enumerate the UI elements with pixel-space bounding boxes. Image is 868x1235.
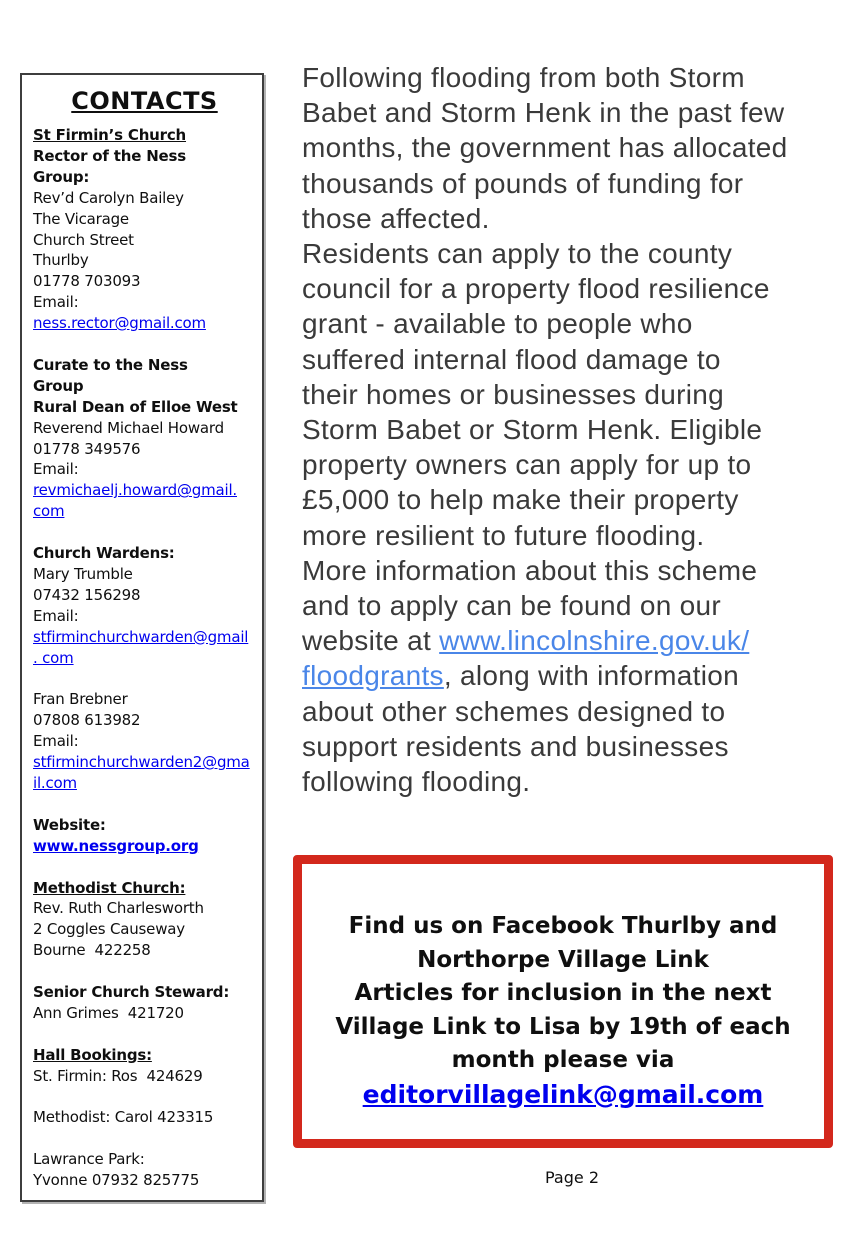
facebook-info-box — [293, 855, 833, 1148]
article-line: and to apply can be found on our — [302, 590, 722, 622]
article-line: those affected. — [302, 202, 490, 234]
contact-line: Group: — [33, 167, 90, 186]
contact-block — [33, 1045, 256, 1087]
floodgrants-link[interactable]: floodgrants — [302, 660, 444, 692]
contact-line — [33, 773, 256, 794]
contact-line: Email: — [33, 293, 79, 312]
contact-line: 01778 703093 — [33, 272, 141, 291]
article-line: thousands of pounds of funding for — [302, 167, 744, 199]
page-number: Page 2 — [545, 1168, 599, 1187]
contact-line: Reverend Michael Howard — [33, 418, 224, 437]
contact-block — [33, 1107, 256, 1128]
contact-line: Church Street — [33, 230, 134, 249]
contact-line — [33, 480, 256, 501]
contact-line: St. Firmin: Ros 424629 — [33, 1066, 203, 1085]
editor-email-link[interactable]: editorvillagelink@gmail.com — [362, 1079, 764, 1109]
article-line: suffered internal flood damage to — [302, 343, 721, 375]
article-line: property owners can apply for up to — [302, 449, 752, 481]
article-line: More information about this scheme — [302, 554, 758, 586]
contact-email-link[interactable]: stfirminchurchwarden@gmail — [33, 627, 249, 646]
contact-email-link[interactable]: il.com — [33, 774, 77, 793]
facebook-box-line: Northorpe Village Link — [417, 946, 709, 973]
article-line: council for a property flood resilience — [302, 273, 770, 305]
contact-email-link[interactable]: . com — [33, 648, 74, 667]
contact-line: 01778 349576 — [33, 439, 141, 458]
contact-block — [33, 689, 256, 794]
contact-block — [33, 1149, 256, 1191]
contact-block — [33, 125, 256, 334]
contact-line: 07808 613982 — [33, 711, 141, 730]
facebook-box-line: Articles for inclusion in the next — [354, 980, 772, 1006]
contact-line: Rev’d Carolyn Bailey — [33, 188, 184, 207]
contact-line: Rural Dean of Elloe West — [33, 397, 238, 416]
contact-line — [33, 501, 256, 522]
contact-line: Senior Church Steward: — [33, 983, 230, 1002]
contacts-box — [20, 73, 264, 1202]
contact-email-link[interactable]: com — [33, 502, 65, 521]
contact-line: Methodist Church: — [33, 878, 186, 897]
article-line: following flooding. — [302, 766, 531, 798]
contact-block — [33, 355, 256, 522]
article-line: £5,000 to help make their property — [302, 484, 739, 516]
contact-block — [33, 982, 256, 1024]
article-line: Storm Babet or Storm Henk. Eligible — [302, 414, 763, 446]
contact-line — [33, 627, 256, 648]
contact-line — [33, 752, 256, 773]
article-line: support residents and businesses — [302, 730, 729, 762]
contact-line: Ann Grimes 421720 — [33, 1003, 184, 1022]
contact-block — [33, 878, 256, 962]
facebook-box-line: month please via — [451, 1047, 675, 1073]
contact-line: Group — [33, 376, 84, 395]
article-line: their homes or businesses during — [302, 378, 725, 410]
contact-line — [33, 836, 256, 857]
contact-line — [33, 313, 256, 334]
contact-email-link[interactable]: ness.rector@gmail.com — [33, 314, 206, 333]
article-line: website at www.lincolnshire.gov.uk/ — [302, 625, 750, 657]
contact-line: Curate to the Ness — [33, 355, 188, 374]
contact-line: Church Wardens: — [33, 544, 175, 563]
article-line: Babet and Storm Henk in the past few — [302, 97, 785, 129]
contact-line: St Firmin’s Church — [33, 126, 187, 144]
contact-line — [33, 648, 256, 669]
contact-line: Email: — [33, 606, 79, 625]
contact-block — [33, 815, 256, 857]
article-line: more resilient to future flooding. — [302, 519, 705, 551]
facebook-box-line: Find us on Facebook Thurlby and — [348, 913, 778, 939]
contact-line: Rev. Ruth Charlesworth — [33, 899, 204, 918]
contact-line: Email: — [33, 732, 79, 751]
article-line: floodgrants, along with information — [302, 660, 739, 692]
contact-line: Rector of the Ness — [33, 146, 186, 165]
flood-grant-article — [302, 60, 850, 799]
article-line: grant - available to people who — [302, 308, 693, 340]
article-line: Residents can apply to the county — [302, 238, 733, 270]
contact-line: The Vicarage — [33, 209, 129, 228]
contact-line: 2 Coggles Causeway — [33, 920, 185, 939]
contact-email-link[interactable]: stfirminchurchwarden2@gma — [33, 753, 250, 772]
contact-block — [33, 543, 256, 668]
article-line: about other schemes designed to — [302, 695, 726, 727]
contacts-title: CONTACTS — [71, 87, 218, 115]
article-line: Following flooding from both Storm — [302, 62, 745, 93]
contact-line: Thurlby — [33, 251, 89, 270]
contact-line: Hall Bookings: — [33, 1045, 152, 1064]
contact-line: Website: — [33, 815, 106, 834]
contact-email-link[interactable]: www.nessgroup.org — [33, 836, 199, 855]
contact-line: Methodist: Carol 423315 — [33, 1108, 214, 1127]
contact-line: Bourne 422258 — [33, 941, 151, 960]
floodgrants-link[interactable]: www.lincolnshire.gov.uk/ — [439, 625, 750, 657]
facebook-box-line: Village Link to Lisa by 19th of each — [335, 1013, 791, 1040]
contacts-list — [33, 125, 256, 1191]
contact-line: Yvonne 07932 825775 — [33, 1171, 200, 1190]
contact-line: Email: — [33, 460, 79, 479]
contact-line: 07432 156298 — [33, 585, 141, 604]
contact-line: Lawrance Park: — [33, 1150, 145, 1169]
contact-line: Fran Brebner — [33, 690, 128, 709]
facebook-box-line — [316, 1078, 810, 1114]
article-line: months, the government has allocated — [302, 132, 788, 164]
contact-line: Mary Trumble — [33, 565, 133, 583]
contact-email-link[interactable]: revmichaelj.howard@gmail. — [33, 481, 237, 500]
